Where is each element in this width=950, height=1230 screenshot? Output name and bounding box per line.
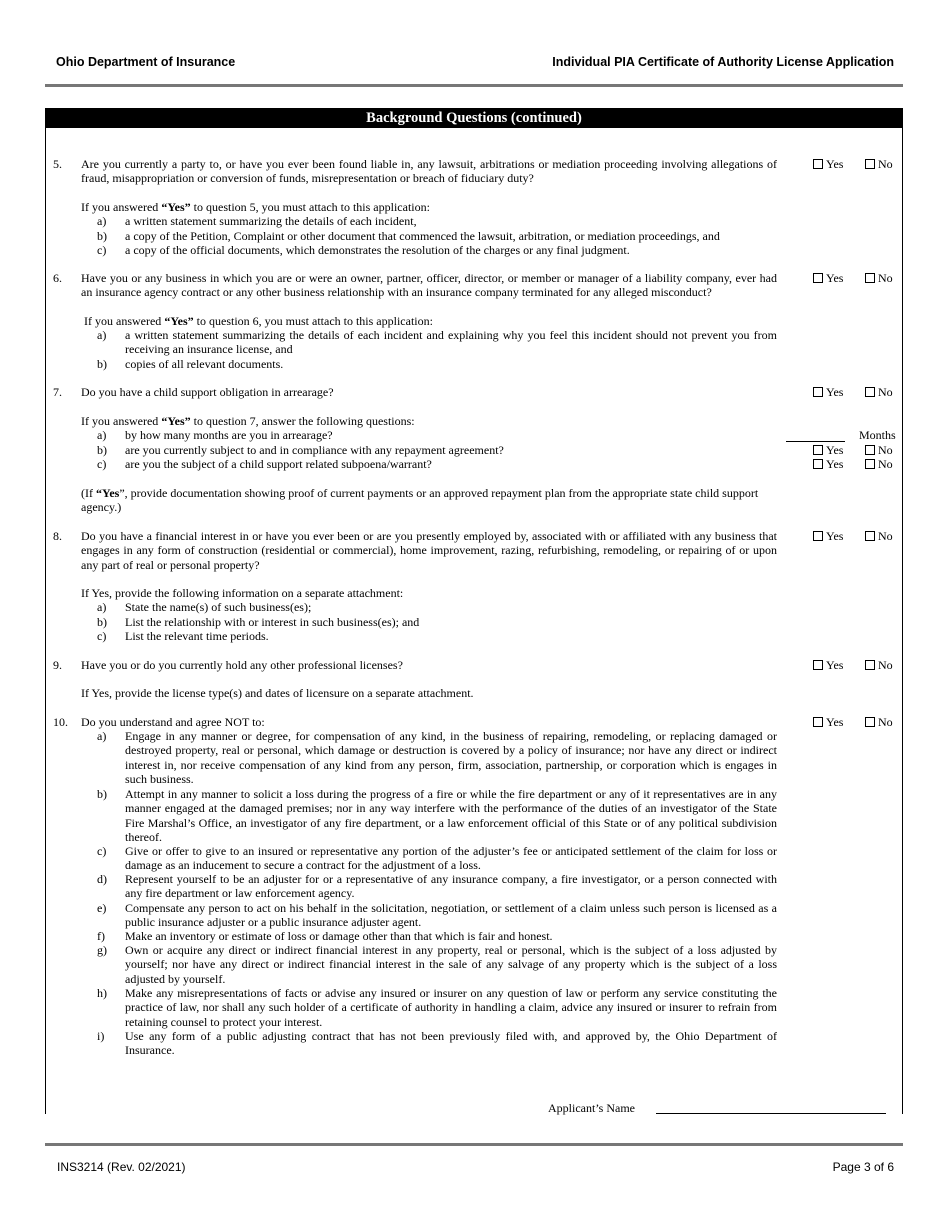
q7c-yes-option[interactable]: Yes: [813, 457, 843, 471]
q10-item-b: Attempt in any manner to solicit a loss during the progress of a fire or while the fire department or any of it representatives are in any manner engaged at the damaged premises; nor in any way interfere with the performance of the duties of an investigator of the State Fire Marshal’s Office, an investigator of any fire department, or a law enforcement official of this State or of any political subdivision thereof.: [125, 787, 777, 845]
q5-text: Are you currently a party to, or have you ever been found liable in, any lawsuit, arbitrations or mediation proceeding involving allegations of fraud, misappropriation or conversion of funds, misrepresentation or breach of fiduciary duty?: [81, 157, 777, 186]
q10-item-letter: e): [97, 901, 107, 915]
q10-item-h: Make any misrepresentations of facts or advise any insured or insurer on any question of law or perform any service constituting the practice of law, nor shall any such holder of a certificate of authority in handling a claim, advice any insured or insurer to refrain from retaining counsel to protect your interest.: [125, 986, 777, 1029]
q6-number: 6.: [53, 271, 62, 285]
footer-rule: [45, 1143, 903, 1146]
q10-yes-option[interactable]: Yes: [813, 715, 843, 729]
q10-no-option[interactable]: No: [865, 715, 893, 729]
q10-item-d: Represent yourself to be an adjuster for or a representative of any insurance company, a fire investigator, or a person connected with any fire department or law enforcement agency.: [125, 872, 777, 901]
q10-number: 10.: [53, 715, 68, 729]
q10-item-c: Give or offer to give to an insured or representative any portion of the adjuster’s fee or anticipated settlement of the claim for loss or damage as an inducement to secure a contract for the adjustment of a loss.: [125, 844, 777, 873]
header-form-title: Individual PIA Certificate of Authority License Application: [552, 55, 894, 69]
q10-no-checkbox[interactable]: [865, 717, 875, 727]
q5-item-letter: c): [97, 243, 107, 257]
q8-item-a: State the name(s) of such business(es);: [125, 600, 312, 614]
applicant-name-label: Applicant’s Name: [548, 1101, 635, 1115]
q7c-no-checkbox[interactable]: [865, 459, 875, 469]
q7c-yes-checkbox[interactable]: [813, 459, 823, 469]
q9-yes-checkbox[interactable]: [813, 660, 823, 670]
q10-item-letter: i): [97, 1029, 105, 1043]
q10-item-letter: f): [97, 929, 105, 943]
q5-yes-checkbox[interactable]: [813, 159, 823, 169]
q8-item-letter: b): [97, 615, 107, 629]
q10-item-letter: a): [97, 729, 107, 743]
q7-months-input-line[interactable]: [786, 441, 845, 442]
q7-item-a: by how many months are you in arrearage?: [125, 428, 333, 442]
section-title: Background Questions (continued): [46, 108, 902, 128]
q8-item-letter: a): [97, 600, 107, 614]
q10-item-a: Engage in any manner or degree, for compensation of any kind, in the business of repairing, remodeling, or replacing damaged or destroyed property, real or personal, which damage or destruction is covered by a policy of insurance; nor have any direct or indirect interest in, nor receive compensation of any kind from any person, firm, association, partnership, or corporation which is engages in such business.: [125, 729, 777, 787]
q7-yes-checkbox[interactable]: [813, 387, 823, 397]
header-agency: Ohio Department of Insurance: [56, 55, 236, 69]
q7-note: (If “Yes”, provide documentation showing proof of current payments or an approved repayment plan from the appropriate state child support agency.): [81, 486, 759, 515]
q10-item-letter: d): [97, 872, 107, 886]
q10-item-f: Make an inventory or estimate of loss or damage other than that which is fair and honest.: [125, 929, 553, 943]
q6-no-option[interactable]: No: [865, 271, 893, 285]
q7-text: Do you have a child support obligation in arrearage?: [81, 385, 334, 399]
q9-no-checkbox[interactable]: [865, 660, 875, 670]
q7-no-checkbox[interactable]: [865, 387, 875, 397]
q6-text: Have you or any business in which you are or were an owner, partner, officer, director, or member or manager of a liability company, ever had an insurance agency contract or any other business relationship with an insurance company terminated for any alleged misconduct?: [81, 271, 777, 300]
q8-item-c: List the relevant time periods.: [125, 629, 269, 643]
q5-item-c: a copy of the official documents, which demonstrates the resolution of the charges or any final judgment.: [125, 243, 630, 257]
q6-instructions: If you answered “Yes” to question 6, you must attach to this application:: [84, 314, 433, 328]
q7-instructions: If you answered “Yes” to question 7, answer the following questions:: [81, 414, 415, 428]
q5-instructions: If you answered “Yes” to question 5, you must attach to this application:: [81, 200, 430, 214]
q7-item-letter: b): [97, 443, 107, 457]
q10-item-letter: b): [97, 787, 107, 801]
header-rule: [45, 84, 903, 87]
q5-no-checkbox[interactable]: [865, 159, 875, 169]
q5-item-b: a copy of the Petition, Complaint or other document that commenced the lawsuit, arbitration, or mediation proceedings, and: [125, 229, 720, 243]
q9-note: If Yes, provide the license type(s) and dates of licensure on a separate attachment.: [81, 686, 474, 700]
q5-number: 5.: [53, 157, 62, 171]
q7-item-c: are you the subject of a child support related subpoena/warrant?: [125, 457, 432, 471]
q6-item-letter: b): [97, 357, 107, 371]
q7b-no-checkbox[interactable]: [865, 445, 875, 455]
q5-item-a: a written statement summarizing the details of each incident,: [125, 214, 417, 228]
q9-text: Have you or do you currently hold any other professional licenses?: [81, 658, 403, 672]
q6-no-checkbox[interactable]: [865, 273, 875, 283]
q9-no-option[interactable]: No: [865, 658, 893, 672]
q8-item-letter: c): [97, 629, 107, 643]
q7-item-b: are you currently subject to and in compliance with any repayment agreement?: [125, 443, 504, 457]
q8-yes-checkbox[interactable]: [813, 531, 823, 541]
footer-form-number: INS3214 (Rev. 02/2021): [57, 1160, 186, 1174]
q7-number: 7.: [53, 385, 62, 399]
q7-item-letter: a): [97, 428, 107, 442]
q7b-no-option[interactable]: No: [865, 443, 893, 457]
q10-item-letter: c): [97, 844, 107, 858]
q8-yes-option[interactable]: Yes: [813, 529, 843, 543]
q7-no-option[interactable]: No: [865, 385, 893, 399]
q8-item-b: List the relationship with or interest in such business(es); and: [125, 615, 420, 629]
q6-yes-option[interactable]: Yes: [813, 271, 843, 285]
q7-months-label: Months: [859, 428, 896, 442]
q8-text: Do you have a financial interest in or have you ever been or are you presently employed by, associated with or affiliated with any business that engages in any form of construction (residential or commercial), home improvement, razing, refurbishing, remodeling, or repairing of or upon any part of real or personal property?: [81, 529, 777, 572]
q5-item-letter: b): [97, 229, 107, 243]
q9-number: 9.: [53, 658, 62, 672]
q6-item-a: a written statement summarizing the details of each incident and explaining why you feel this incident should not prevent you from receiving an insurance license, and: [125, 328, 777, 357]
q6-item-letter: a): [97, 328, 107, 342]
applicant-name-input-line[interactable]: [656, 1113, 886, 1114]
q10-item-i: Use any form of a public adjusting contract that has not been previously filed with, and approved by, the Ohio Department of Insurance.: [125, 1029, 777, 1058]
q7c-no-option[interactable]: No: [865, 457, 893, 471]
q9-yes-option[interactable]: Yes: [813, 658, 843, 672]
q7b-yes-option[interactable]: Yes: [813, 443, 843, 457]
q10-item-letter: h): [97, 986, 107, 1000]
q5-yes-option[interactable]: Yes: [813, 157, 843, 171]
footer-page-number: Page 3 of 6: [832, 1160, 894, 1174]
q6-yes-checkbox[interactable]: [813, 273, 823, 283]
q10-item-letter: g): [97, 943, 107, 957]
q8-no-checkbox[interactable]: [865, 531, 875, 541]
q5-item-letter: a): [97, 214, 107, 228]
q10-item-e: Compensate any person to act on his behalf in the solicitation, negotiation, or settlement of a claim unless such person is licensed as a public insurance adjuster or a public insurance adjuster agent.: [125, 901, 777, 930]
q8-number: 8.: [53, 529, 62, 543]
q7-yes-option[interactable]: Yes: [813, 385, 843, 399]
q7-item-letter: c): [97, 457, 107, 471]
q10-text: Do you understand and agree NOT to:: [81, 715, 265, 729]
q8-instructions: If Yes, provide the following information on a separate attachment:: [81, 586, 404, 600]
q5-no-option[interactable]: No: [865, 157, 893, 171]
q6-item-b: copies of all relevant documents.: [125, 357, 284, 371]
q10-yes-checkbox[interactable]: [813, 717, 823, 727]
q10-item-g: Own or acquire any direct or indirect financial interest in any property, real or personal, which is the subject of a loss adjusted by yourself; nor have any direct or indirect financial interest in the sale of any salvage of any property which is the subject of a loss adjusted by yourself.: [125, 943, 777, 986]
q7b-yes-checkbox[interactable]: [813, 445, 823, 455]
q8-no-option[interactable]: No: [865, 529, 893, 543]
